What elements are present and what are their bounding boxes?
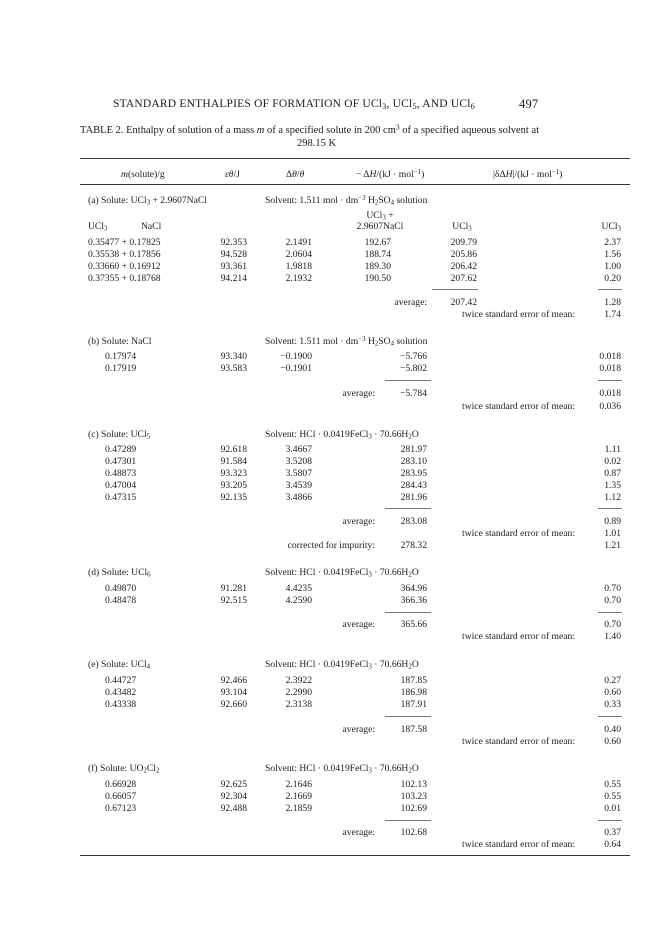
cell-delta: 2.0604 [285,249,312,260]
running-header [113,99,475,111]
cell-uncertainty: 0.01 [604,803,621,814]
table-row [88,274,161,284]
summary-label: average: [342,724,375,735]
caption-text: Enthalpy of solution of a mass m of a specified solute in 200 $cm^3$ of a specified aqueous solvent at [126,122,540,136]
cell-delta: 3.5208 [285,456,312,467]
header-title: STANDARD ENTHALPIES OF FORMATION OF UCl$_3$, UCl$_5$, AND UCl$_6$ [113,98,476,112]
cell-uncertainty: 0.55 [604,791,621,802]
cell-mass: 0.47315 [105,492,137,503]
subheader-ucl3-enthalpy: UCl$_3$ [452,221,472,233]
cell-enthalpy-ucl3: 209.79 [450,237,477,248]
table-label: TABLE 2. [80,125,124,136]
summary-value: −5.784 [400,388,427,399]
col-header-temp-change: Δθ/θ [286,169,305,180]
cell-enthalpy: 102.13 [400,779,427,790]
cell-mass: 0.47301 [105,456,137,467]
cell-energy: 92.304 [220,791,247,802]
cell-energy: 92.625 [220,779,247,790]
cell-enthalpy-mixture: 192.67 [364,237,391,248]
cell-uncertainty: 1.35 [604,480,621,491]
summary-uncertainty: 1.74 [604,309,621,320]
subtotal-rule [385,716,431,717]
cell-enthalpy-mixture: 189.30 [364,261,391,272]
table-row [88,250,161,260]
table-caption [80,122,540,137]
cell-enthalpy: 283.10 [400,456,427,467]
section-a-solute: (a) Solute: UCl$_3$ + 2.9607NaCl [88,195,207,207]
summary-uncertainty: 0.60 [604,736,621,747]
cell-uncertainty: 2.37 [604,237,621,248]
cell-delta: 3.4539 [285,480,312,491]
cell-energy: 92.353 [220,237,247,248]
cell-mass: 0.43482 [105,687,137,698]
cell-energy: 93.361 [220,261,247,272]
table-row [88,238,161,248]
cell-energy: 91.584 [220,456,247,467]
cell-delta: 2.1932 [285,273,312,284]
summary-value: 102.68 [400,827,427,838]
cell-enthalpy: 281.97 [400,444,427,455]
col-header-uncertainty: |δΔH|/(kJ · mol$^{-1}$) [493,168,563,180]
cell-energy: 94.528 [220,249,247,260]
cell-uncertainty: 0.02 [604,456,621,467]
header-bottom-rule [80,184,630,185]
cell-uncertainty: 0.70 [604,583,621,594]
cell-delta: 2.3138 [285,699,312,710]
summary-value: 278.32 [400,540,427,551]
cell-enthalpy: 283.95 [400,468,427,479]
subheader-nacl-mass: NaCl [141,221,162,232]
cell-uncertainty: 0.018 [599,363,621,374]
cell-energy: 92.466 [220,675,247,686]
section-b-solvent: Solvent: 1.511 mol · $dm^{-3}$ $H_2SO_4$ solution [265,335,428,348]
cell-energy: 91.281 [220,583,247,594]
cell-mass: 0.47004 [105,480,137,491]
cell-enthalpy-ucl3: 206.42 [450,261,477,272]
summary-value: 365.66 [400,619,427,630]
cell-uncertainty: 0.87 [604,468,621,479]
cell-delta: 3.4667 [285,444,312,455]
cell-uncertainty: 0.55 [604,779,621,790]
section-c-solvent: Solvent: HCl · 0.0419FeCl$_3$ · $70.66H_2O$ [265,429,419,441]
section-b-solute: (b) Solute: NaCl [88,336,152,347]
section-d-solute: (d) Solute: UCl$_6$ [88,567,151,579]
summary-uncertainty: 1.40 [604,631,621,642]
col-header-energy: εθ/J [225,169,240,180]
summary-uncertainty: 1.21 [604,540,621,551]
cell-mass: 0.66928 [105,779,137,790]
cell-energy: 92.618 [220,444,247,455]
summary-label: twice standard error of mean: [462,401,575,412]
summary-label: twice standard error of mean: [462,839,575,850]
cell-delta: 4.2590 [285,595,312,606]
cell-delta: 2.1646 [285,779,312,790]
cell-delta: −0.1900 [280,351,312,362]
col-header-mass: m(solute)/g [121,169,165,180]
summary-label: average: [342,516,375,527]
subheader-ucl3-uncertainty: UCl$_3$ [601,221,621,233]
cell-energy: 92.660 [220,699,247,710]
cell-energy: 92.515 [220,595,247,606]
summary-uncertainty: 1.01 [604,528,621,539]
cell-mass: 0.49870 [105,583,137,594]
cell-delta: 2.1491 [285,237,312,248]
cell-delta: 1.9818 [285,261,312,272]
cell-uncertainty: 0.60 [604,687,621,698]
cell-energy: 93.583 [220,363,247,374]
cell-mass: 0.35477 + 0.17825 [88,237,161,248]
section-f-solvent: Solvent: HCl · 0.0419FeCl$_3$ · $70.66H_2O$ [265,763,419,775]
summary-label: twice standard error of mean: [462,528,575,539]
cell-uncertainty: 0.27 [604,675,621,686]
summary-label: twice standard error of mean: [462,309,575,320]
cell-uncertainty: 0.33 [604,699,621,710]
cell-energy: 93.104 [220,687,247,698]
summary-value: 187.58 [400,724,427,735]
cell-uncertainty: 1.11 [604,444,621,455]
cell-energy: 94.214 [220,273,247,284]
section-e-solvent: Solvent: HCl · 0.0419FeCl$_3$ · $70.66H_2O$ [265,659,419,671]
cell-enthalpy-mixture: 190.50 [364,273,391,284]
subtotal-rule [598,820,622,821]
cell-mass: 0.35538 + 0.17856 [88,249,161,260]
cell-mass: 0.67123 [105,803,137,814]
summary-label: average: [394,297,427,308]
summary-label: twice standard error of mean: [462,631,575,642]
cell-enthalpy-ucl3: 207.62 [450,273,477,284]
summary-uncertainty: 0.70 [604,619,621,630]
cell-delta: 2.3922 [285,675,312,686]
subtotal-rule [385,380,431,381]
cell-energy: 93.323 [220,468,247,479]
summary-uncertainty: 0.89 [604,516,621,527]
cell-delta: 2.1859 [285,803,312,814]
cell-enthalpy: 366.36 [400,595,427,606]
cell-enthalpy-mixture: 188.74 [364,249,391,260]
summary-uncertainty: 0.018 [599,388,621,399]
subtotal-rule [598,612,622,613]
table-row [88,262,161,272]
cell-delta: 3.5807 [285,468,312,479]
cell-delta: 2.1669 [285,791,312,802]
cell-mass: 0.47289 [105,444,137,455]
cell-mass: 0.48873 [105,468,137,479]
cell-enthalpy-ucl3: 205.86 [450,249,477,260]
cell-mass: 0.48478 [105,595,137,606]
cell-enthalpy: 186.98 [400,687,427,698]
cell-enthalpy: 187.85 [400,675,427,686]
cell-delta: 3.4866 [285,492,312,503]
cell-uncertainty: 1.56 [604,249,621,260]
summary-label: average: [342,827,375,838]
summary-label: average: [342,388,375,399]
table-bottom-rule [80,855,630,856]
subheader-mixture-top: UCl$_3$ + [366,210,394,222]
summary-label: average: [342,619,375,630]
cell-mass: 0.33660 + 0.16912 [88,261,161,272]
subtotal-rule [598,716,622,717]
subheader-ucl3-mass: UCl$_3$ [88,221,108,233]
cell-delta: 4.4235 [285,583,312,594]
caption-temperature: 298.15 K [297,138,337,149]
cell-energy: 93.340 [220,351,247,362]
section-f-solute: (f) Solute: $UO_2Cl_2$ [88,763,160,775]
cell-mass: 0.43338 [105,699,137,710]
cell-uncertainty: 1.12 [604,492,621,503]
subtotal-rule [598,289,622,290]
section-a-solvent: Solvent: 1.511 mol · $dm^{-3}$ $H_2SO_4$ solution [265,194,428,207]
summary-value: 207.42 [450,297,477,308]
subtotal-rule [598,380,622,381]
cell-energy: 92.135 [220,492,247,503]
cell-enthalpy: 102.69 [400,803,427,814]
summary-value: 283.08 [400,516,427,527]
cell-enthalpy: −5.766 [400,351,427,362]
cell-uncertainty: 0.018 [599,351,621,362]
summary-uncertainty: 0.64 [604,839,621,850]
subtotal-rule [598,508,622,509]
cell-uncertainty: 1.00 [604,261,621,272]
cell-enthalpy: −5.802 [400,363,427,374]
subheader-mixture: 2.9607NaCl [356,221,404,232]
cell-mass: 0.44727 [105,675,137,686]
cell-mass: 0.37355 + 0.18768 [88,273,161,284]
subtotal-rule [385,612,431,613]
cell-energy: 92.488 [220,803,247,814]
cell-enthalpy: 284.43 [400,480,427,491]
subtotal-rule [432,289,478,290]
table-top-rule [80,158,630,159]
cell-enthalpy: 364.96 [400,583,427,594]
summary-label: corrected for impurity: [287,540,375,551]
cell-enthalpy: 103.23 [400,791,427,802]
cell-uncertainty: 0.70 [604,595,621,606]
summary-uncertainty: 0.37 [604,827,621,838]
subtotal-rule [385,508,431,509]
cell-uncertainty: 0.20 [604,273,621,284]
summary-label: twice standard error of mean: [462,736,575,747]
cell-mass: 0.17919 [105,363,137,374]
cell-energy: 93.205 [220,480,247,491]
cell-delta: −0.1901 [280,363,312,374]
subtotal-rule [385,820,431,821]
page-number: 497 [519,97,539,111]
summary-uncertainty: 0.036 [599,401,621,412]
summary-uncertainty: 0.40 [604,724,621,735]
cell-mass: 0.66057 [105,791,137,802]
cell-mass: 0.17974 [105,351,137,362]
cell-enthalpy: 187.91 [400,699,427,710]
section-d-solvent: Solvent: HCl · 0.0419FeCl$_3$ · $70.66H_2O$ [265,567,419,579]
cell-enthalpy: 281.96 [400,492,427,503]
summary-uncertainty: 1.28 [604,297,621,308]
section-e-solute: (e) Solute: UCl$_4$ [88,659,151,671]
cell-delta: 2.2990 [285,687,312,698]
section-c-solute: (c) Solute: UCl$_5$ [88,429,151,441]
col-header-enthalpy: − ΔH/(kJ · mol$^{-1}$) [356,168,425,180]
